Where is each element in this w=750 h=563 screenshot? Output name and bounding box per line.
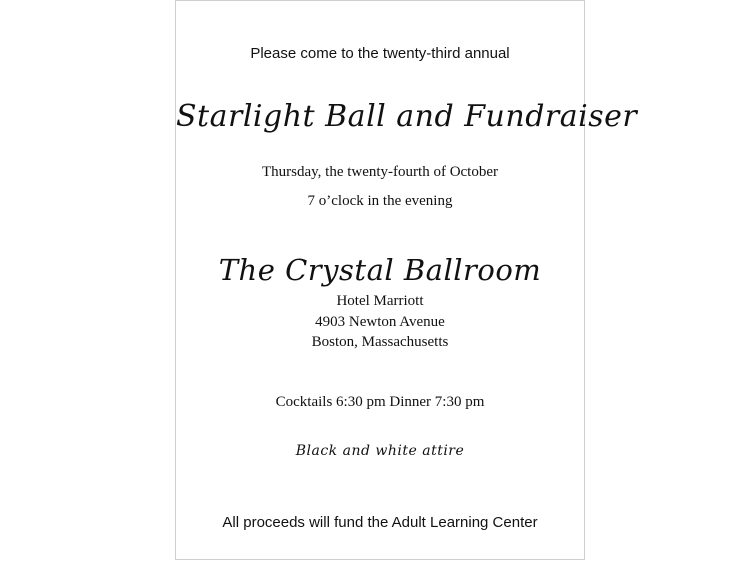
invitation-card: [175, 0, 638, 560]
event-schedule: Cocktails 6:30 pm Dinner 7:30 pm: [275, 394, 485, 410]
attire-note: Black and white attire: [295, 443, 465, 459]
event-time: 7 o’clock in the evening: [307, 193, 453, 209]
event-date: Thursday, the twenty-fourth of October: [261, 164, 499, 180]
proceeds-note: All proceeds will fund the Adult Learning Center: [222, 514, 538, 531]
event-title: Starlight Ball and Fundraiser: [176, 99, 638, 134]
address-line-1: Hotel Marriott: [336, 293, 424, 309]
venue-name: The Crystal Ballroom: [218, 253, 542, 287]
invitation-intro: Please come to the twenty-third annual: [250, 45, 510, 62]
address-line-3: Boston, Massachusetts: [311, 334, 449, 350]
address-line-2: 4903 Newton Avenue: [315, 314, 445, 330]
